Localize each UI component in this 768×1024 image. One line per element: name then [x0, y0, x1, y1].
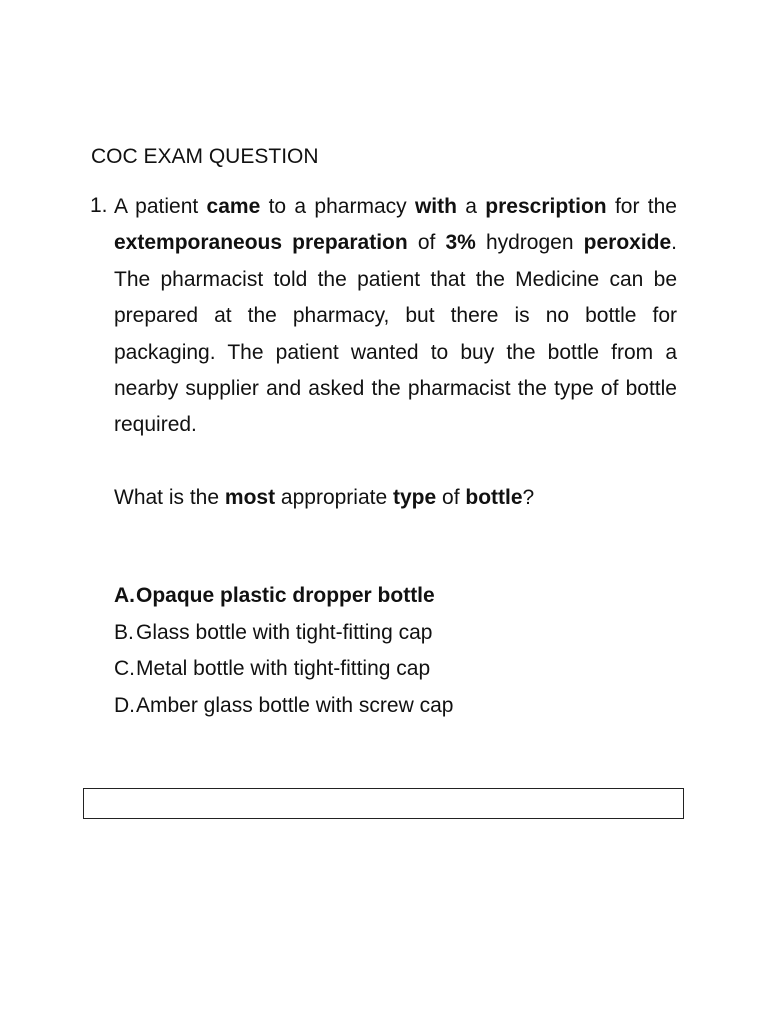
option-letter: B. [114, 620, 134, 644]
option-text: Opaque plastic dropper bottle [136, 584, 435, 607]
prompt-segment-bold: most [224, 486, 276, 509]
option-a[interactable] [114, 578, 677, 615]
question-segment: of [407, 231, 446, 255]
option-b[interactable] [114, 615, 677, 652]
question-segment: to a pharmacy [260, 195, 415, 218]
question-segment: . The pharmacist told the patient that the Medicine can be prepared at the pharmacy, but there is no bottle for packaging. The patient wanted to buy the bottle from a nearby supplier and asked the pharmacist the type of bottle required. [114, 231, 678, 437]
prompt-segment-bold: type [393, 486, 437, 509]
option-text: Amber glass bottle with screw cap [136, 693, 454, 717]
question-segment-bold: 3% [445, 231, 476, 255]
question-segment-bold: with [414, 195, 457, 218]
question-segment-bold: peroxide [583, 231, 672, 255]
prompt-segment: What is the [114, 486, 225, 509]
prompt-segment: appropriate [275, 486, 393, 509]
question-number: 1. [90, 194, 108, 217]
question-segment: a [456, 195, 486, 218]
answer-options-list [114, 578, 677, 724]
prompt-segment-bold: bottle [465, 486, 523, 509]
question-segment-bold: extemporaneous preparation [114, 231, 408, 255]
option-letter: C. [114, 657, 135, 680]
option-text: Glass bottle with tight-fitting cap [136, 620, 433, 644]
question-segment-bold: prescription [485, 195, 607, 218]
question-segment: for the [606, 195, 677, 218]
option-letter: D. [114, 693, 135, 717]
option-letter: A. [114, 584, 135, 607]
option-d[interactable] [114, 688, 677, 725]
prompt-segment: ? [522, 486, 535, 509]
question-text [114, 189, 677, 444]
option-c[interactable] [114, 651, 677, 688]
page-heading: COC EXAM QUESTION [91, 145, 319, 168]
question-segment: hydrogen [475, 231, 584, 255]
prompt-segment: of [436, 486, 466, 509]
question-segment: A patient [114, 195, 207, 218]
option-text: Metal bottle with tight-fitting cap [136, 657, 431, 680]
answer-box[interactable] [83, 788, 684, 819]
question-segment-bold: came [206, 195, 261, 218]
question-prompt [114, 480, 677, 516]
